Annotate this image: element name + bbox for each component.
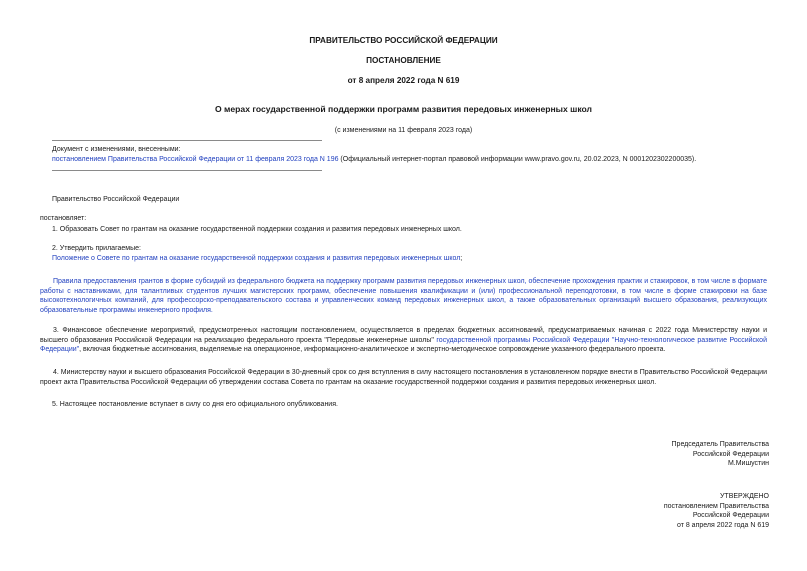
decides-label: постановляет: — [40, 215, 87, 222]
paragraph-3-text-b: , включая бюджетные ассигнования, выделяемые на операционное, информационно-аналитическое и экспертно-методическое сопровождение указанного федерального проекта. — [79, 346, 666, 354]
signature-block — [672, 440, 769, 469]
paragraph-1: 1. Образовать Совет по грантам на оказание государственной поддержки создания и развития передовых инженерных школ. — [52, 226, 462, 233]
doc-type: ПОСТАНОВЛЕНИЕ — [366, 56, 441, 65]
doc-date-number: от 8 апреля 2022 года N 619 — [347, 76, 460, 85]
state-program-link[interactable]: государственной программы Российской Федерации "Научно-технологическое развитие Российской Федерации" — [40, 336, 767, 354]
changes-line — [52, 155, 782, 165]
approved-block — [664, 492, 769, 530]
org-title: ПРАВИТЕЛЬСТВО РОССИЙСКОЙ ФЕДЕРАЦИИ — [309, 36, 498, 45]
changes-top-rule — [52, 140, 322, 141]
approved-by: постановлением Правительства — [663, 502, 769, 510]
approved-org: Российской Федерации — [692, 512, 769, 520]
paragraph-2-regulation — [52, 254, 462, 264]
changes-intro: Документ с изменениями, внесенными: — [52, 146, 181, 153]
signature-org: Российской Федерации — [692, 450, 769, 458]
edition-note: (с изменениями на 11 февраля 2023 года) — [334, 127, 473, 134]
paragraph-2: 2. Утвердить прилагаемые: — [52, 245, 141, 252]
approved-title: УТВЕРЖДЕНО — [719, 493, 769, 500]
approved-date: от 8 апреля 2022 года N 619 — [676, 521, 769, 529]
doc-title: О мерах государственной поддержки программ развития передовых инженерных школ — [214, 104, 593, 114]
paragraph-4-text: 4. Министерству науки и высшего образования Российской Федерации в 30-дневный срок со дня вступления в силу настоящего постановления в установленном порядке внести в Правительство Российской Федерации проект акта Правительства Российской Федерации об утверждении состава Совета по грантам на оказание государственной поддержки создания и развития передовых инженерных школ. — [40, 369, 767, 386]
signature-name: М.Мишустин — [727, 460, 769, 468]
paragraph-5: 5. Настоящее постановление вступает в силу со дня его официального опубликования. — [52, 401, 338, 408]
regulation-link[interactable]: Положение о Совете по грантам на оказание государственной поддержки создания и развития передовых инженерных школ — [52, 255, 461, 262]
signature-position: Председатель Правительства — [671, 441, 769, 448]
government-label: Правительство Российской Федерации — [52, 196, 180, 203]
rules-link-paragraph[interactable] — [40, 277, 767, 315]
paragraph-3-text-a: 3. Финансовое обеспечение мероприятий, предусмотренных настоящим постановлением, осуществляется в пределах бюджетных ассигнований, предусматриваемых начиная с 2022 года Министерству науки и высшего образования Российской Федерации на реализацию федерального проекта "Передовые инженерные школы" — [40, 327, 767, 344]
paragraph-3 — [40, 326, 767, 355]
changes-bottom-rule — [52, 170, 322, 171]
rules-link[interactable]: Правила предоставления грантов в форме субсидий из федерального бюджета на поддержку программ развития передовых инженерных школ, обеспечение прохождения практик и стажировок, в том числе в формате работы с наставниками, для талантливых студентов лучших магистерских программ, обеспечение повышения квалификации и (или) профессиональной переподготовки, в том числе в форме стажировки на базе высокотехнологичных компаний, для профессорско-преподавательского состава и управленческих команд передовых инженерных школ, а также образовательных организаций высшего образования, реализующих образовательные программы инженерного профиля. — [40, 278, 767, 314]
amendment-source: (Официальный интернет-портал правовой информации www.pravo.gov.ru, 20.02.2023, N 0001202302200035). — [338, 156, 697, 163]
regulation-link-tail: ; — [460, 255, 463, 262]
paragraph-4 — [40, 368, 767, 387]
amendment-link[interactable]: постановлением Правительства Российской Федерации от 11 февраля 2023 года N 196 — [52, 156, 339, 163]
